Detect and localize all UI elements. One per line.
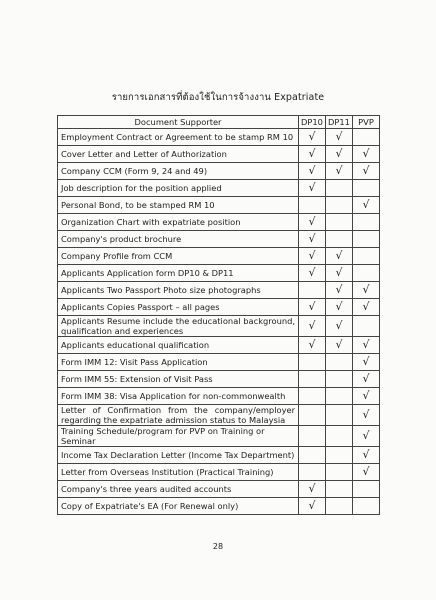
pvp-cell [353, 498, 380, 515]
header-dp10: DP10 [299, 116, 326, 129]
pvp-cell [353, 388, 380, 405]
dp11-cell [326, 498, 353, 515]
document-name-cell: Company's three years audited accounts [58, 481, 299, 498]
pvp-cell [353, 163, 380, 180]
pvp-cell [353, 282, 380, 299]
checkmark-icon: √ [308, 181, 316, 194]
checkmark-icon: √ [308, 482, 316, 495]
dp11-cell [326, 316, 353, 337]
document-name-cell: Training Schedule/program for PVP on Training or Seminar [58, 426, 299, 447]
pvp-cell [353, 129, 380, 146]
checkmark-icon: √ [335, 266, 343, 279]
checkmark-icon: √ [362, 338, 370, 351]
dp11-cell [326, 426, 353, 447]
table-row [58, 197, 380, 214]
document-name-cell: Applicants Resume include the educational background, qualification and experiences [58, 316, 299, 337]
table-row [58, 180, 380, 197]
dp11-cell [326, 405, 353, 426]
table-row [58, 337, 380, 354]
table-row [58, 354, 380, 371]
header-document-supporter: Document Supporter [58, 116, 299, 129]
dp10-cell [299, 299, 326, 316]
dp11-cell [326, 299, 353, 316]
table-row [58, 388, 380, 405]
dp10-cell [299, 146, 326, 163]
table-row [58, 426, 380, 447]
document-name-cell: Form IMM 38: Visa Application for non-commonwealth [58, 388, 299, 405]
checkmark-icon: √ [335, 249, 343, 262]
document-name-cell: Letter of Confirmation from the company/employer regarding the expatriate admission status to Malaysia [58, 405, 299, 426]
dp11-cell [326, 282, 353, 299]
dp10-cell [299, 498, 326, 515]
document-name-cell: Organization Chart with expatriate position [58, 214, 299, 231]
dp10-cell [299, 129, 326, 146]
dp11-cell [326, 265, 353, 282]
checkmark-icon: √ [308, 319, 316, 332]
checkmark-icon: √ [362, 300, 370, 313]
checkmark-icon: √ [335, 164, 343, 177]
dp11-cell [326, 447, 353, 464]
dp11-cell [326, 248, 353, 265]
pvp-cell [353, 197, 380, 214]
pvp-cell [353, 354, 380, 371]
table-row [58, 248, 380, 265]
checkmark-icon: √ [335, 319, 343, 332]
document-name-cell: Company's product brochure [58, 231, 299, 248]
table-row [58, 265, 380, 282]
checkmark-icon: √ [308, 215, 316, 228]
pvp-cell [353, 214, 380, 231]
table-row [58, 481, 380, 498]
pvp-cell [353, 265, 380, 282]
checkmark-icon: √ [362, 429, 370, 442]
document-name-cell: Company CCM (Form 9, 24 and 49) [58, 163, 299, 180]
table-row [58, 316, 380, 337]
header-dp11: DP11 [326, 116, 353, 129]
checkmark-icon: √ [362, 147, 370, 160]
dp10-cell [299, 282, 326, 299]
checkmark-icon: √ [308, 130, 316, 143]
dp11-cell [326, 180, 353, 197]
dp10-cell [299, 337, 326, 354]
document-name-cell: Letter from Overseas Institution (Practical Training) [58, 464, 299, 481]
checkmark-icon: √ [362, 198, 370, 211]
table-row [58, 371, 380, 388]
pvp-cell [353, 464, 380, 481]
checkmark-icon: √ [308, 266, 316, 279]
dp10-cell [299, 426, 326, 447]
document-name-cell: Copy of Expatriate's EA (For Renewal only) [58, 498, 299, 515]
dp11-cell [326, 146, 353, 163]
document-name-cell: Applicants Copies Passport – all pages [58, 299, 299, 316]
document-name-cell: Cover Letter and Letter of Authorization [58, 146, 299, 163]
document-name-cell: Applicants Two Passport Photo size photographs [58, 282, 299, 299]
checkmark-icon: √ [362, 283, 370, 296]
dp10-cell [299, 163, 326, 180]
pvp-cell [353, 447, 380, 464]
pvp-cell [353, 337, 380, 354]
table-row [58, 282, 380, 299]
table-row [58, 447, 380, 464]
dp10-cell [299, 214, 326, 231]
dp10-cell [299, 197, 326, 214]
table-row [58, 214, 380, 231]
dp10-cell [299, 265, 326, 282]
checkmark-icon: √ [308, 249, 316, 262]
pvp-cell [353, 248, 380, 265]
dp10-cell [299, 248, 326, 265]
dp11-cell [326, 481, 353, 498]
dp11-cell [326, 388, 353, 405]
pvp-cell [353, 371, 380, 388]
document-name-cell: Company Profile from CCM [58, 248, 299, 265]
document-name-cell: Applicants educational qualification [58, 337, 299, 354]
dp11-cell [326, 337, 353, 354]
checkmark-icon: √ [335, 147, 343, 160]
checkmark-icon: √ [335, 283, 343, 296]
dp10-cell [299, 231, 326, 248]
checkmark-icon: √ [308, 338, 316, 351]
dp11-cell [326, 371, 353, 388]
dp10-cell [299, 316, 326, 337]
checkmark-icon: √ [308, 232, 316, 245]
pvp-cell [353, 231, 380, 248]
pvp-cell [353, 426, 380, 447]
checkmark-icon: √ [362, 389, 370, 402]
table-row [58, 231, 380, 248]
dp11-cell [326, 163, 353, 180]
pvp-cell [353, 405, 380, 426]
pvp-cell [353, 299, 380, 316]
pvp-cell [353, 481, 380, 498]
dp11-cell [326, 214, 353, 231]
table-row [58, 464, 380, 481]
document-name-cell: Income Tax Declaration Letter (Income Tax Department) [58, 447, 299, 464]
table-header-row [58, 116, 380, 129]
dp11-cell [326, 464, 353, 481]
checkmark-icon: √ [362, 372, 370, 385]
checkmark-icon: √ [308, 499, 316, 512]
document-name-cell: Applicants Application form DP10 & DP11 [58, 265, 299, 282]
page-number: 28 [212, 542, 224, 551]
table-row [58, 129, 380, 146]
pvp-cell [353, 180, 380, 197]
checkmark-icon: √ [308, 147, 316, 160]
dp11-cell [326, 231, 353, 248]
checkmark-icon: √ [362, 164, 370, 177]
checkmark-icon: √ [362, 465, 370, 478]
pvp-cell [353, 146, 380, 163]
table-row [58, 146, 380, 163]
checkmark-icon: √ [308, 164, 316, 177]
dp10-cell [299, 180, 326, 197]
table-row [58, 405, 380, 426]
document-requirements-table [57, 115, 380, 515]
checkmark-icon: √ [308, 300, 316, 313]
dp10-cell [299, 354, 326, 371]
checkmark-icon: √ [335, 130, 343, 143]
page-title: รายการเอกสารที่ต้องใช้ในการจ้างงาน Expatriate [111, 92, 325, 103]
table-row [58, 163, 380, 180]
checkmark-icon: √ [335, 338, 343, 351]
document-name-cell: Form IMM 55: Extension of Visit Pass [58, 371, 299, 388]
checkmark-icon: √ [362, 448, 370, 461]
dp10-cell [299, 464, 326, 481]
dp11-cell [326, 354, 353, 371]
table-row [58, 299, 380, 316]
dp11-cell [326, 129, 353, 146]
document-name-cell: Form IMM 12: Visit Pass Application [58, 354, 299, 371]
table-row [58, 498, 380, 515]
dp10-cell [299, 371, 326, 388]
checkmark-icon: √ [362, 355, 370, 368]
dp10-cell [299, 405, 326, 426]
dp10-cell [299, 481, 326, 498]
document-name-cell: Personal Bond, to be stamped RM 10 [58, 197, 299, 214]
document-name-cell: Employment Contract or Agreement to be stamp RM 10 [58, 129, 299, 146]
checkmark-icon: √ [362, 408, 370, 421]
dp10-cell [299, 388, 326, 405]
header-pvp: PVP [353, 116, 380, 129]
dp10-cell [299, 447, 326, 464]
document-name-cell: Job description for the position applied [58, 180, 299, 197]
pvp-cell [353, 316, 380, 337]
checkmark-icon: √ [335, 300, 343, 313]
dp11-cell [326, 197, 353, 214]
